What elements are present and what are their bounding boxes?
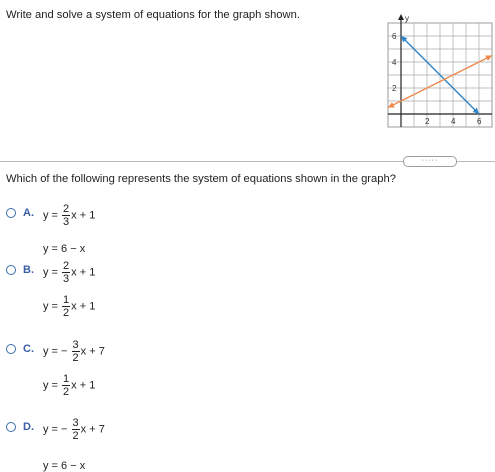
fraction-denominator: 3: [63, 273, 70, 285]
problem-prompt: Write and solve a system of equations for the graph shown.: [6, 9, 300, 21]
equation-rhs: x + 1: [71, 266, 96, 279]
x-tick-label: 2: [425, 117, 430, 126]
y-axis-arrow: [398, 14, 404, 20]
equation-lhs: y =: [43, 266, 62, 279]
fraction-numerator: 2: [63, 260, 70, 272]
fraction: [72, 417, 80, 442]
equation: [43, 203, 95, 228]
equation-rhs: x + 1: [71, 300, 96, 313]
y-axis-label: y: [405, 14, 409, 23]
equation: [43, 373, 95, 398]
y-tick-label: 4: [392, 58, 397, 67]
fraction-numerator: 1: [63, 373, 70, 385]
equation: [43, 294, 95, 319]
radio-button[interactable]: [6, 344, 16, 354]
equation-rhs: x + 7: [80, 345, 105, 358]
x-tick-label: 4: [451, 117, 456, 126]
equation-rhs: x + 1: [71, 379, 96, 392]
choice-letter: B.: [23, 264, 34, 276]
expand-handle[interactable]: ·····: [403, 156, 457, 167]
fraction-numerator: 1: [63, 294, 70, 306]
y-tick-label: 2: [392, 84, 397, 93]
fraction: [72, 339, 80, 364]
choice-letter: C.: [23, 343, 34, 355]
radio-button[interactable]: [6, 208, 16, 218]
equation: [43, 417, 105, 442]
fraction-denominator: 2: [72, 430, 79, 442]
y-tick-label: 6: [392, 32, 397, 41]
equation-lhs: y = −: [43, 423, 71, 436]
equation-lhs: y =: [43, 379, 62, 392]
fraction-denominator: 2: [63, 386, 70, 398]
fraction-numerator: 3: [72, 417, 79, 429]
fraction: [62, 203, 70, 228]
fraction-denominator: 2: [63, 307, 70, 319]
radio-button[interactable]: [6, 265, 16, 275]
equation-lhs: y = −: [43, 345, 71, 358]
fraction-numerator: 3: [72, 339, 79, 351]
equation: [43, 260, 95, 285]
choice-letter: A.: [23, 207, 34, 219]
fraction: [62, 260, 70, 285]
fraction-numerator: 2: [63, 203, 70, 215]
coordinate-graph: [386, 12, 495, 132]
fraction-denominator: 2: [72, 352, 79, 364]
x-tick-label: 6: [477, 117, 482, 126]
equation: y = 6 − x: [43, 460, 86, 472]
equation-lhs: y =: [43, 300, 62, 313]
equation-rhs: x + 7: [80, 423, 105, 436]
question-text: Which of the following represents the system of equations shown in the graph?: [6, 173, 396, 185]
radio-button[interactable]: [6, 422, 16, 432]
fraction-denominator: 3: [63, 216, 70, 228]
fraction: [62, 294, 70, 319]
fraction: [62, 373, 70, 398]
equation: [43, 339, 105, 364]
equation-rhs: x + 1: [71, 209, 96, 222]
equation: y = 6 − x: [43, 243, 86, 255]
choice-letter: D.: [23, 421, 34, 433]
equation-lhs: y =: [43, 209, 62, 222]
